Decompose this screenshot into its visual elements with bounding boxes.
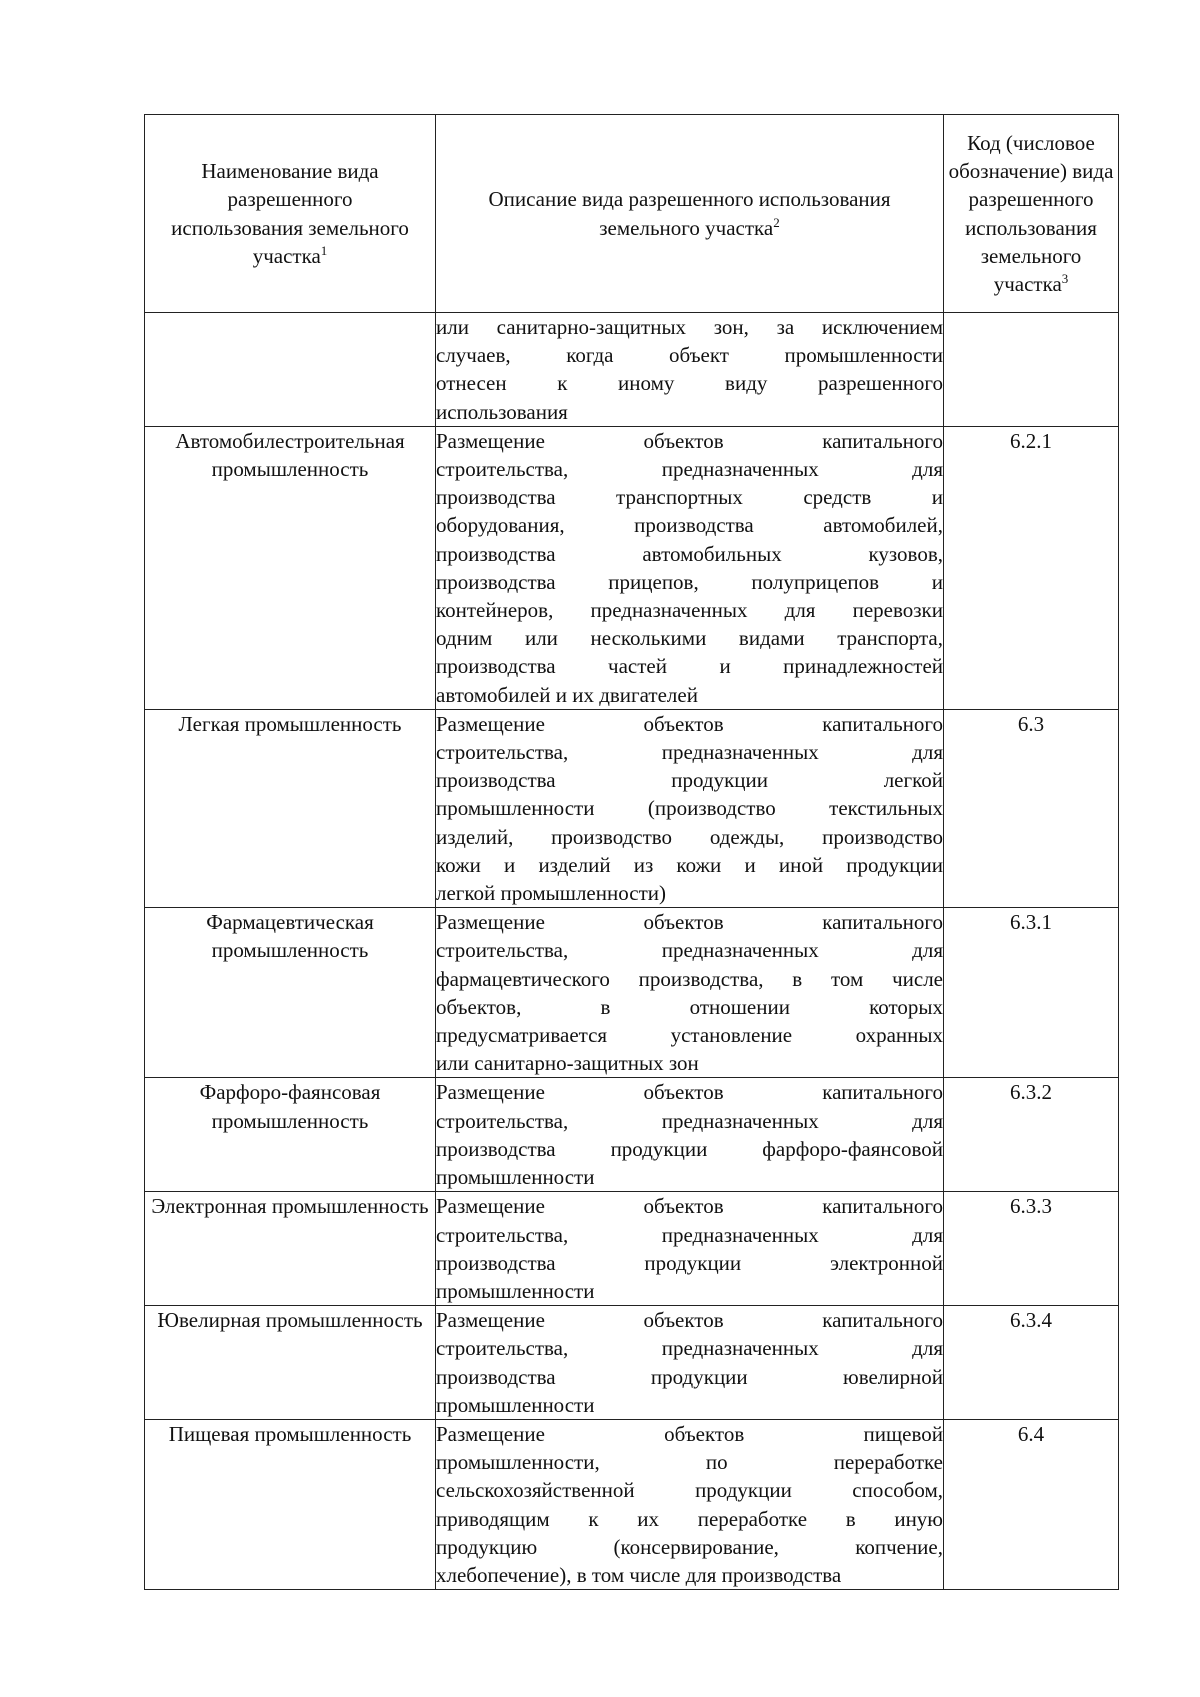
description-line: кожи и изделий из кожи и иной продукции: [436, 852, 943, 877]
description-line: Размещение объектов капитального: [436, 1194, 943, 1219]
description-line: хлебопечение), в том числе для производства: [436, 1562, 842, 1587]
description-line: приводящим к их переработке в иную: [436, 1506, 943, 1531]
land-use-table: [144, 114, 1119, 1590]
footnote-marker-1: 1: [320, 242, 328, 258]
description-line: оборудования, производства автомобилей,: [436, 513, 943, 538]
land-use-name: Легкая промышленность: [145, 709, 436, 907]
description-line: производства автомобильных кузовов,: [436, 541, 943, 566]
description-line: легкой промышленности): [436, 881, 666, 906]
land-use-description: [436, 313, 944, 427]
description-line: промышленности: [436, 1165, 595, 1190]
header-code-column: [944, 115, 1119, 313]
table-body: [145, 313, 1119, 1590]
description-line: строительства, предназначенных для: [436, 457, 943, 482]
description-line: или санитарно-защитных зон, за исключением: [436, 315, 943, 339]
table-row: [145, 1192, 1119, 1306]
table-row: [145, 426, 1119, 709]
table-row: [145, 1078, 1119, 1192]
description-line: промышленности, по переработке: [436, 1450, 943, 1475]
description-line: строительства, предназначенных для: [436, 1336, 943, 1361]
land-use-code: 6.2.1: [944, 426, 1119, 709]
land-use-name: Фармацевтическая промышленность: [145, 908, 436, 1078]
land-use-description: [436, 1306, 944, 1420]
description-line: промышленности (производство текстильных: [436, 796, 943, 821]
land-use-description: [436, 1078, 944, 1192]
description-line: Размещение объектов капитального: [436, 910, 943, 935]
land-use-name: Электронная промышленность: [145, 1192, 436, 1306]
description-line: сельскохозяйственной продукции способом,: [436, 1478, 943, 1503]
description-line: Размещение объектов капитального: [436, 428, 943, 453]
description-line: производства продукции легкой: [436, 768, 943, 793]
description-line: отнесен к иному виду разрешенного: [436, 371, 943, 396]
land-use-name: Пищевая промышленность: [145, 1419, 436, 1589]
description-line: производства продукции электронной: [436, 1250, 943, 1275]
land-use-code: 6.4: [944, 1419, 1119, 1589]
land-use-code: 6.3.3: [944, 1192, 1119, 1306]
table-row: [145, 1306, 1119, 1420]
land-use-code: 6.3.4: [944, 1306, 1119, 1420]
description-line: производства транспортных средств и: [436, 485, 943, 510]
header-name-column: [145, 115, 436, 313]
header-name-text: Наименование вида разрешенного использования земельного участка: [171, 159, 409, 268]
description-line: Размещение объектов капитального: [436, 711, 943, 736]
description-line: одним или несколькими видами транспорта,: [436, 626, 943, 651]
description-line: предусматривается установление охранных: [436, 1023, 943, 1048]
land-use-description: [436, 709, 944, 907]
description-line: использования: [436, 399, 568, 424]
land-use-name: [145, 313, 436, 427]
description-line: строительства, предназначенных для: [436, 938, 943, 963]
description-line: Размещение объектов пищевой: [436, 1421, 943, 1446]
table-row: [145, 709, 1119, 907]
footnote-marker-2: 2: [773, 214, 780, 230]
description-line: фармацевтического производства, в том числе: [436, 966, 943, 991]
land-use-code: 6.3.1: [944, 908, 1119, 1078]
land-use-name: Ювелирная промышленность: [145, 1306, 436, 1420]
description-line: контейнеров, предназначенных для перевозки: [436, 598, 943, 623]
description-line: промышленности: [436, 1392, 595, 1417]
table-row: [145, 1419, 1119, 1589]
description-line: случаев, когда объект промышленности: [436, 343, 943, 368]
description-line: автомобилей и их двигателей: [436, 682, 698, 707]
land-use-name: Фарфоро-фаянсовая промышленность: [145, 1078, 436, 1192]
land-use-code: [944, 313, 1119, 427]
land-use-description: [436, 1192, 944, 1306]
description-line: строительства, предназначенных для: [436, 1108, 943, 1133]
land-use-code: 6.3.2: [944, 1078, 1119, 1192]
description-line: производства частей и принадлежностей: [436, 654, 943, 679]
land-use-description: [436, 908, 944, 1078]
footnote-marker-3: 3: [1061, 270, 1069, 286]
description-line: промышленности: [436, 1278, 595, 1303]
table-row: [145, 908, 1119, 1078]
description-line: изделий, производство одежды, производство: [436, 824, 943, 849]
description-line: производства прицепов, полуприцепов и: [436, 569, 943, 594]
description-line: продукцию (консервирование, копчение,: [436, 1534, 943, 1559]
header-description-text: Описание вида разрешенного использования земельного участка: [488, 187, 891, 240]
header-code-text: Код (числовое обозначение) вида разрешенного использования земельного участка: [948, 130, 1114, 296]
land-use-code: 6.3: [944, 709, 1119, 907]
description-line: производства продукции ювелирной: [436, 1364, 943, 1389]
land-use-description: [436, 1419, 944, 1589]
description-line: Размещение объектов капитального: [436, 1080, 943, 1105]
description-line: строительства, предназначенных для: [436, 1222, 943, 1247]
description-line: или санитарно-защитных зон: [436, 1051, 699, 1076]
description-line: производства продукции фарфоро-фаянсовой: [436, 1136, 943, 1161]
land-use-description: [436, 426, 944, 709]
description-line: Размещение объектов капитального: [436, 1308, 943, 1333]
description-line: объектов, в отношении которых: [436, 994, 943, 1019]
description-line: строительства, предназначенных для: [436, 740, 943, 765]
table-header-row: [145, 115, 1119, 313]
table-row: [145, 313, 1119, 427]
land-use-name: Автомобилестроительная промышленность: [145, 426, 436, 709]
header-description-column: [436, 115, 944, 313]
